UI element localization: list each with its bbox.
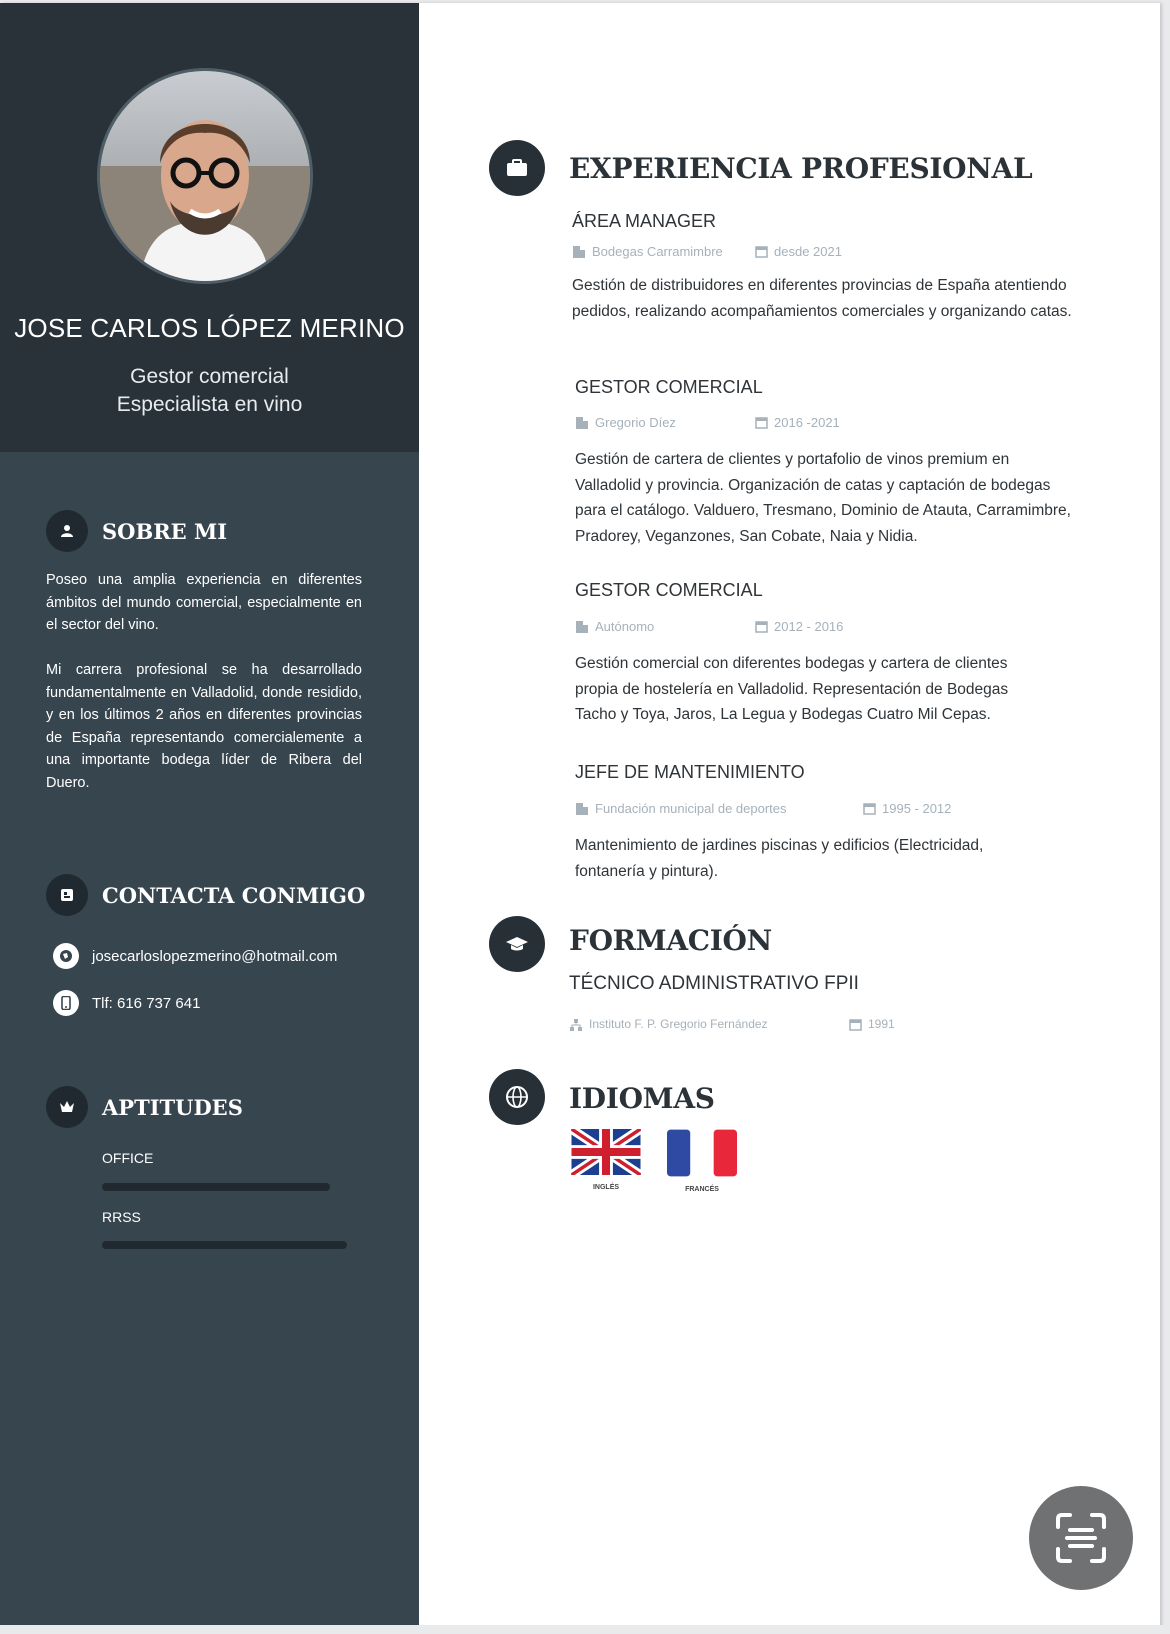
contact-email[interactable]: josecarloslopezmerino@hotmail.com xyxy=(92,947,338,965)
job-3-description: Gestión comercial con diferentes bodegas y cartera de clientes propia de hostelería en Valladolid. Representación de Bodegas Tacho y Toya, Jaros, La Legua y Bodegas Cuatro Mil Cepas. xyxy=(575,655,1009,723)
sidebar xyxy=(0,3,419,1628)
job-2-company: Gregorio Díez xyxy=(575,415,676,430)
about-paragraph-1: Poseo una amplia experiencia en diferentes ámbitos del mundo comercial, especialmente en el sector del vino. xyxy=(46,572,362,633)
about-heading xyxy=(46,509,227,553)
skills-heading xyxy=(46,1085,243,1129)
job-3-title: GESTOR COMERCIAL xyxy=(575,580,763,600)
contact-title: CONTACTA CONMIGO xyxy=(102,882,366,908)
scan-text-icon xyxy=(1052,1509,1110,1567)
skills-title: APTITUDES xyxy=(102,1094,243,1120)
job-2-title: GESTOR COMERCIAL xyxy=(575,377,763,397)
calendar-icon xyxy=(755,620,768,633)
skill-office-bar xyxy=(102,1183,330,1191)
calendar-icon xyxy=(863,802,876,815)
uk-flag-icon xyxy=(571,1129,641,1175)
language-english-label: INGLÉS xyxy=(592,1184,620,1191)
crown-icon xyxy=(46,1086,88,1128)
contact-phone[interactable]: Tlf: 616 737 641 xyxy=(92,994,201,1012)
job-2-description: Gestión de cartera de clientes y portafolio de vinos premium en Valladolid y provincia. Organización de catas y captación de bodegas para el catálogo. Valduero, Tresmano, Dominio de Atauta, Carramimbre, Pradorey, Veganzones, San Cobate, Naia y Nidia. xyxy=(575,451,1071,545)
person-icon xyxy=(46,510,88,552)
calendar-icon xyxy=(755,245,768,258)
education-title: FORMACIÓN xyxy=(569,924,772,957)
globe-icon xyxy=(53,943,79,969)
job-1-title: ÁREA MANAGER xyxy=(572,211,717,231)
profile-photo xyxy=(97,68,313,284)
profile-header xyxy=(0,3,419,452)
contact-phone-row[interactable] xyxy=(53,990,200,1016)
about-paragraph-2: Mi carrera profesional se ha desarrollado fundamentalmente en Valladolid, donde residido, y en los últimos 2 años en diferentes provincias de España representando comercialemente a una importante bodega líder de Ribera del Duero. xyxy=(46,662,362,791)
thumbnail-strip xyxy=(0,1625,1170,1634)
education-school: Instituto F. P. Gregorio Fernández xyxy=(569,1017,768,1031)
job-4-title: JEFE DE MANTENIMIENTO xyxy=(575,762,805,782)
contact-email-row[interactable] xyxy=(53,943,337,969)
job-4-description: Mantenimiento de jardines piscinas y edificios (Electricidad, fontanería y pintura). xyxy=(575,837,984,880)
building-icon xyxy=(575,620,589,633)
phone-icon xyxy=(53,990,79,1016)
job-3-company: Autónomo xyxy=(575,619,654,634)
language-french xyxy=(667,1129,737,1193)
languages-title: IDIOMAS xyxy=(569,1082,715,1115)
graduation-cap-icon xyxy=(489,916,545,972)
profile-name: JOSE CARLOS LÓPEZ MERINO xyxy=(14,313,405,343)
job-1-description: Gestión de distribuidores en diferentes provincias de España atentiendo pedidos, realizando acompañamientos comerciales y organizando catas. xyxy=(572,277,1072,320)
profile-role-line2: Especialista en vino xyxy=(116,393,303,416)
skill-rrss-bar xyxy=(102,1241,347,1249)
contact-card-icon xyxy=(46,874,88,916)
skill-office-label: OFFICE xyxy=(102,1150,154,1166)
building-icon xyxy=(572,245,586,258)
job-4-date: 1995 - 2012 xyxy=(863,801,951,816)
experience-title: EXPERIENCIA PROFESIONAL xyxy=(569,152,1033,185)
sitemap-icon xyxy=(569,1018,583,1031)
education-degree: TÉCNICO ADMINISTRATIVO FPII xyxy=(569,973,859,994)
job-3-date: 2012 - 2016 xyxy=(755,619,843,634)
contact-heading xyxy=(46,873,365,917)
about-title: SOBRE MI xyxy=(102,518,228,544)
profile-role-line1: Gestor comercial xyxy=(130,365,289,388)
language-french-label: FRANCÉS xyxy=(685,1186,719,1193)
job-4-company: Fundación municipal de deportes xyxy=(575,801,787,816)
skill-rrss-label: RRSS xyxy=(102,1209,141,1225)
building-icon xyxy=(575,802,589,815)
job-2-date: 2016 -2021 xyxy=(755,415,840,430)
education-year: 1991 xyxy=(849,1017,895,1031)
resume-page xyxy=(0,3,1160,1628)
job-1-date: desde 2021 xyxy=(755,244,842,259)
globe-icon xyxy=(489,1069,545,1125)
job-1-company: Bodegas Carramimbre xyxy=(572,244,723,259)
france-flag-icon xyxy=(667,1129,737,1177)
language-english xyxy=(571,1129,641,1191)
calendar-icon xyxy=(849,1018,862,1031)
calendar-icon xyxy=(755,416,768,429)
scan-text-button[interactable] xyxy=(1029,1486,1133,1590)
briefcase-icon xyxy=(489,140,545,196)
building-icon xyxy=(575,416,589,429)
